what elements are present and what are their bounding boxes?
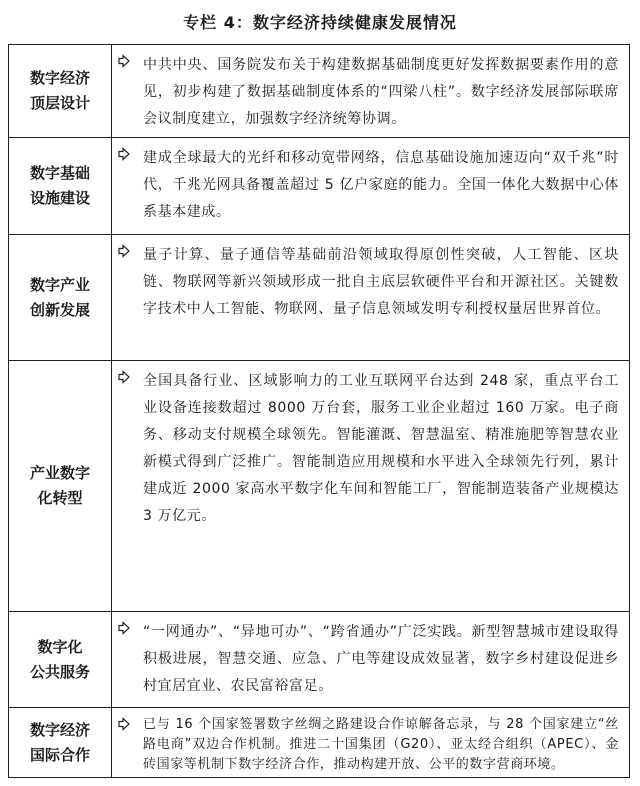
hollow-arrow-right-icon: [117, 370, 131, 384]
row-label: 产业数字 化转型: [29, 464, 90, 507]
column-divider: [111, 361, 112, 611]
row-text: “一网通办”、“异地可办”、“跨省通办”广泛实践。新型智慧城市建设取得积极进展，智慧交通、应急、广电等建设成效显著，数字乡村建设促进乡村宜居宜业、农民富裕富足。: [143, 624, 619, 694]
hollow-arrow-right-icon: [117, 244, 131, 258]
column-divider: [111, 612, 112, 707]
hollow-arrow-right-icon: [117, 621, 131, 635]
column-divider: [111, 45, 112, 137]
column-divider: [111, 235, 112, 360]
row-text: 已与 16 个国家签署数字丝绸之路建设合作谅解备忘录，与 28 个国家建立“丝路电商”双边合作机制。推进二十国集团（G20）、亚太经合组织（APEC）、金砖国家等机制下数字经济合作，推动构建开放、公平的数字营商环境。: [143, 717, 619, 772]
table-row: [9, 137, 629, 234]
table-row: [9, 360, 629, 611]
row-label: 数字化 公共服务: [29, 637, 90, 681]
info-table: [8, 44, 630, 778]
hollow-arrow-right-icon: [117, 147, 131, 161]
row-text: 全国具备行业、区域影响力的工业互联网平台达到 248 家，重点平台工业设备连接数超过 8000 万台套，服务工业企业超过 160 万家。电子商务、移动支付规模全球领先。智能灌溉、智慧温室、精准施肥等智慧农业新模式得到广泛推广。智能制造应用规模和水平进入全球领先行列，累计建成近 2000 家高水平数字化车间和智能工厂，智能制造装备产业规模达 3 万亿元。: [143, 373, 619, 524]
row-label: 数字经济 国际合作: [29, 720, 90, 764]
row-label: 数字产业 创新发展: [29, 275, 90, 319]
column-divider: [111, 708, 112, 777]
table-row: [9, 707, 629, 777]
row-text: 建成全球最大的光纤和移动宽带网络，信息基础设施加速迈向“双千兆”时代，千兆光网具备覆盖超过 5 亿户家庭的能力。全国一体化大数据中心体系基本建成。: [143, 150, 619, 220]
table-row: [9, 611, 629, 707]
hollow-arrow-right-icon: [117, 717, 131, 731]
row-label: 数字基础 设施建设: [29, 164, 90, 207]
row-label: 数字经济 顶层设计: [29, 69, 90, 112]
column-divider: [111, 138, 112, 234]
hollow-arrow-right-icon: [117, 54, 131, 68]
table-row: [9, 234, 629, 360]
page-title: 专栏 4：数字经济持续健康发展情况: [183, 13, 457, 32]
row-text: 量子计算、量子通信等基础前沿领域取得原创性突破，人工智能、区块链、物联网等新兴领域形成一批自主底层软硬件平台和开源社区。关键数字技术中人工智能、物联网、量子信息领域发明专利授权量居世界首位。: [143, 247, 619, 317]
row-text: 中共中央、国务院发布关于构建数据基础制度更好发挥数据要素作用的意见，初步构建了数据基础制度体系的“四梁八柱”。数字经济发展部际联席会议制度建立，加强数字经济统筹协调。: [143, 57, 619, 127]
table-row: [9, 45, 629, 137]
